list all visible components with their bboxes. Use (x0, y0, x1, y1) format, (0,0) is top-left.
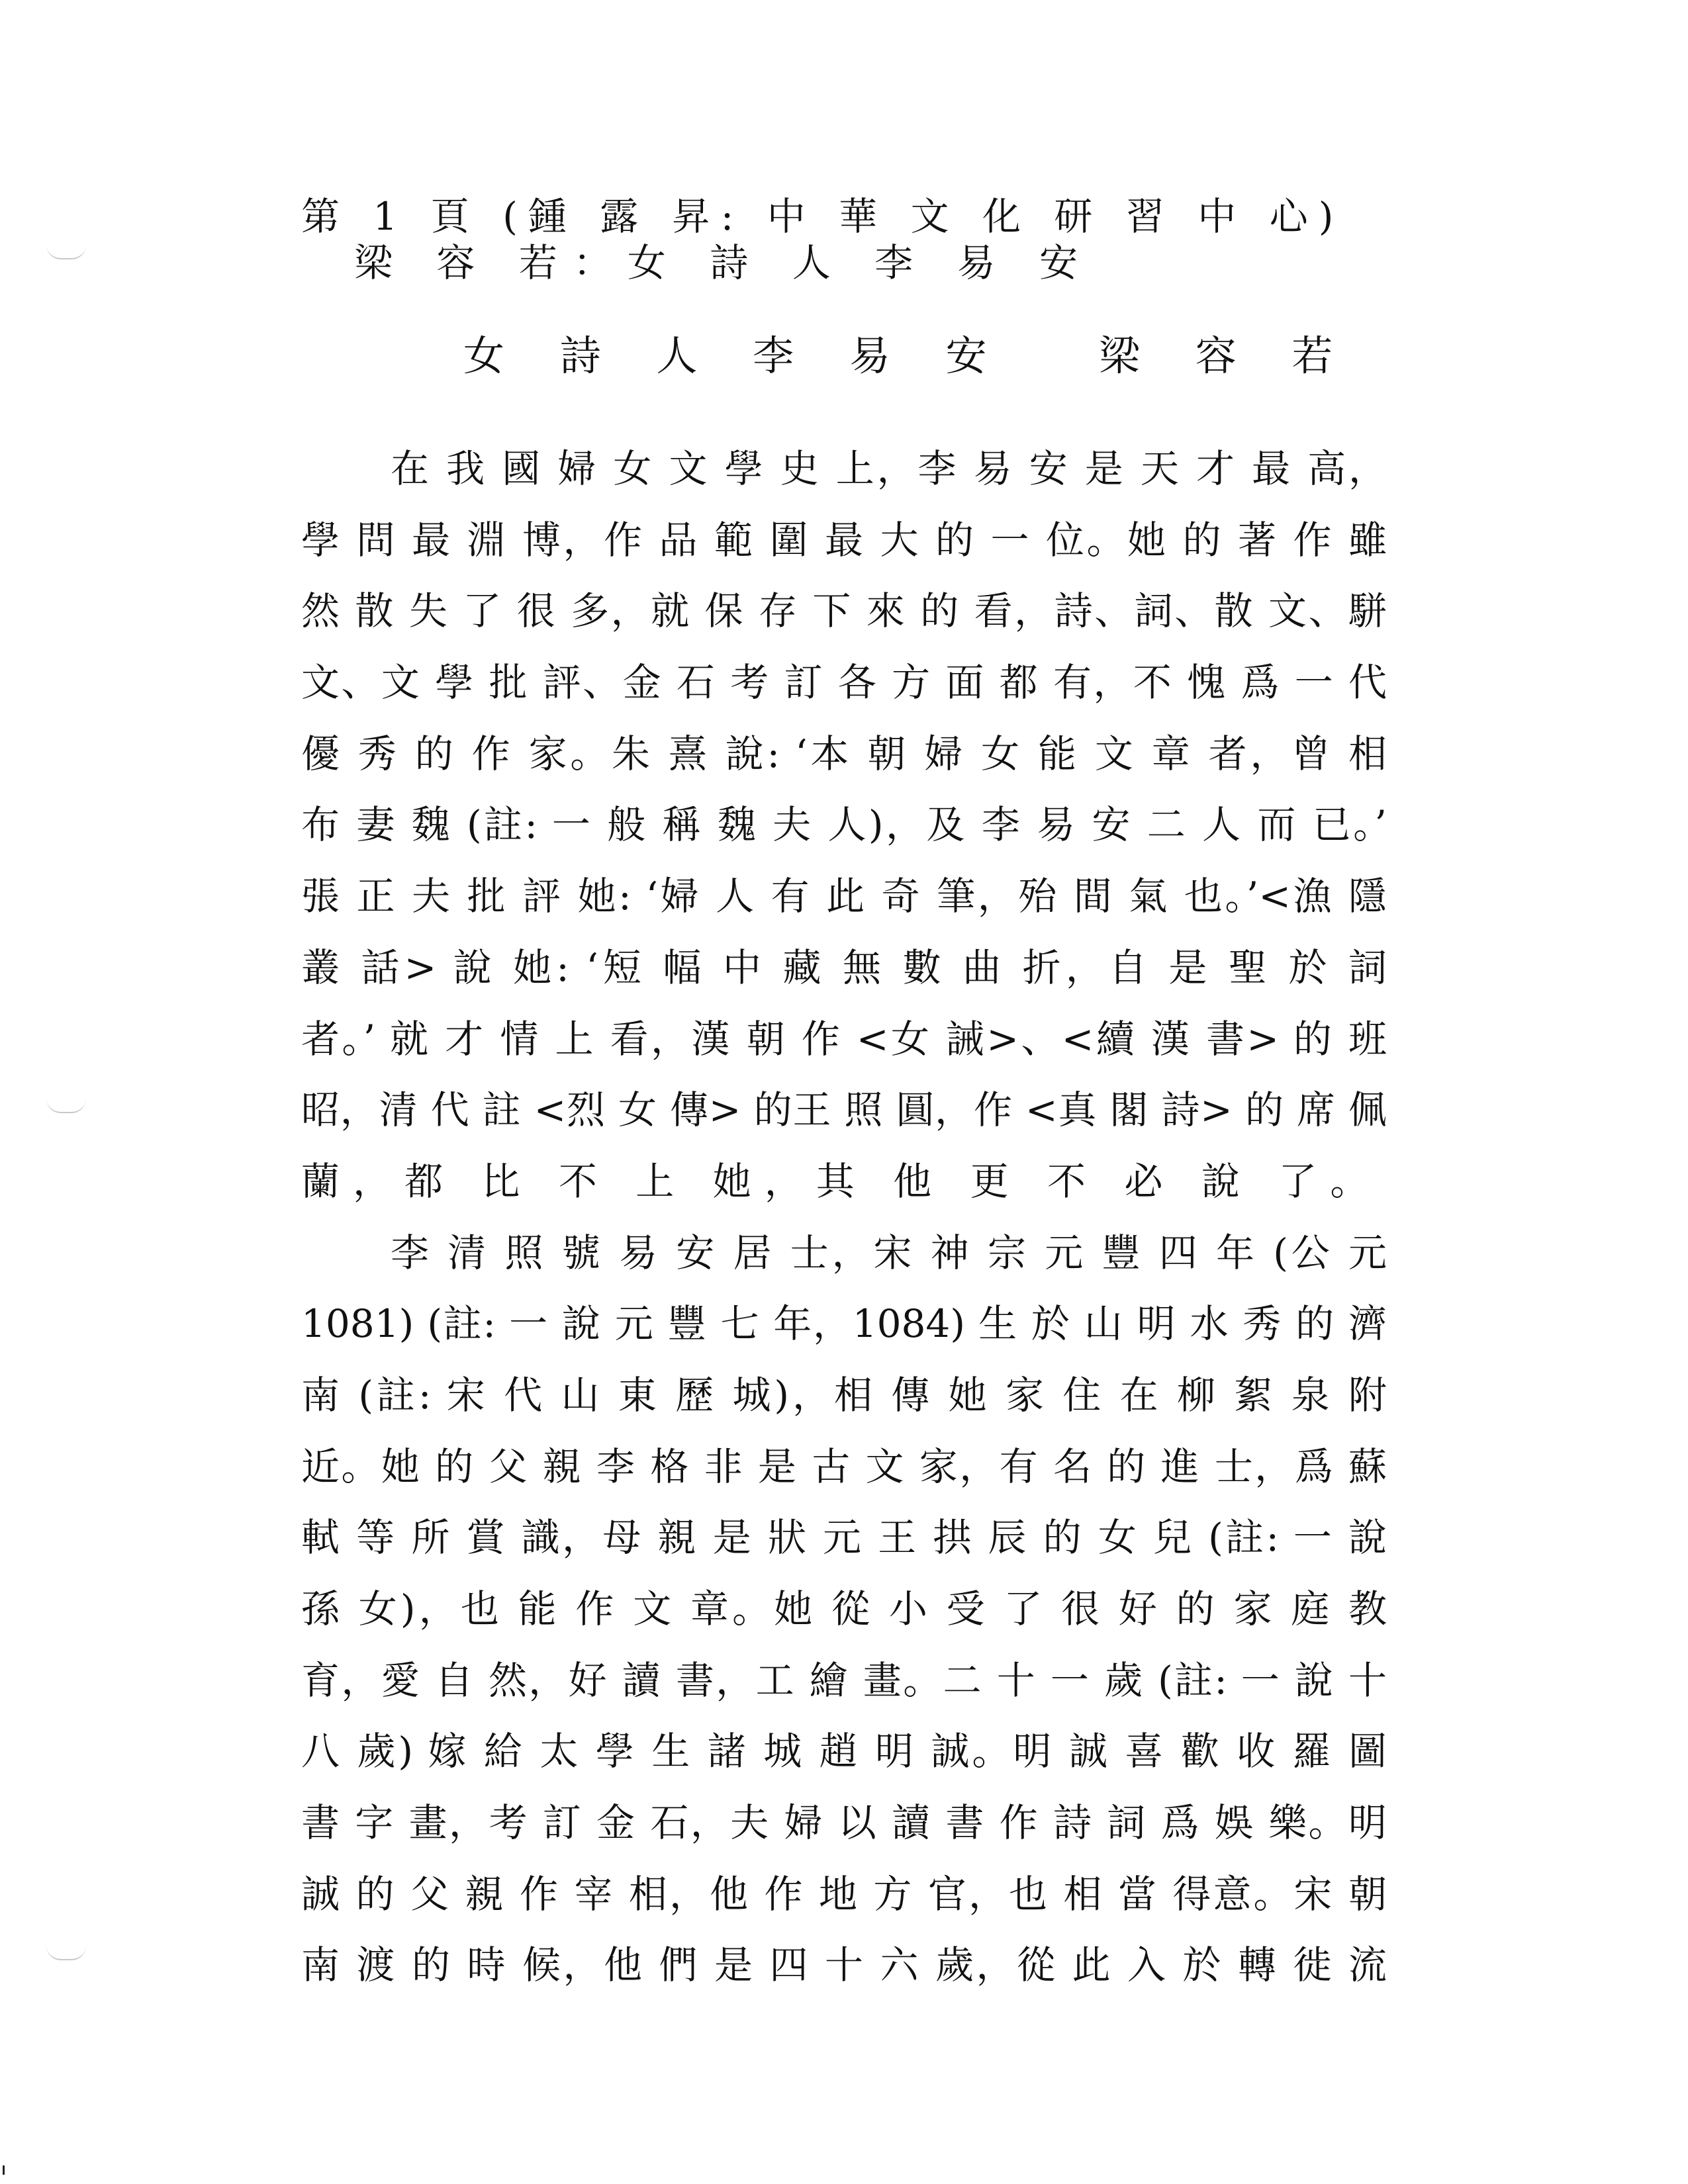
body-text (301, 433, 1387, 2001)
body-line: 在 我 國 婦 女 文 學 史 上，李 易 安 是 天 才 最 高， (391, 446, 1387, 491)
body-line: 育，愛 自 然，好 讀 書，工 繪 畫。二 十 一 歲 (註: 一 說 十 (301, 1657, 1387, 1703)
punch-hole-mark (46, 245, 86, 259)
body-line: 李 清 照 號 易 安 居 士，宋 神 宗 元 豐 四 年 (公 元 (391, 1230, 1387, 1275)
body-line: 布 妻 魏 (註: 一 般 稱 魏 夫 人)，及 李 易 安 二 人 而 已。’ (301, 802, 1387, 848)
body-line: 張 正 夫 批 評 她: ‘婦 人 有 此 奇 筆，殆 間 氣 也。’<漁 隱 (301, 874, 1387, 919)
body-line: 學 問 最 淵 博，作 品 範 圍 最 大 的 一 位。她 的 著 作 雖 (301, 517, 1387, 563)
body-line: 南 (註: 宋 代 山 東 歷 城)，相 傳 她 家 住 在 柳 絮 泉 附 (301, 1372, 1387, 1418)
body-line: 誠 的 父 親 作 宰 相，他 作 地 方 官，也 相 當 得意。宋 朝 (301, 1871, 1387, 1917)
document-author: 梁 容 若 (1099, 332, 1354, 380)
body-line: 書 字 畫，考 訂 金 石，夫 婦 以 讀 書 作 詩 詞 爲 娛 樂。明 (301, 1800, 1387, 1846)
body-line: 者。’ 就 才 情 上 看，漢 朝 作 <女 誡>、<續 漢 書> 的 班 (301, 1016, 1387, 1062)
body-line: 然 散 失 了 很 多，就 保 存 下 來 的 看，詩、詞、散 文、駢 (301, 588, 1387, 634)
header-line-2: 梁 容 若：女 詩 人 李 易 安 (354, 240, 1094, 285)
body-line: 1081) (註: 一 說 元 豐 七 年，1084) 生 於 山 明 水 秀 的 濟 (301, 1301, 1387, 1347)
body-line: 近。她 的 父 親 李 格 非 是 古 文 家，有 名 的 進 士，爲 蘇 (301, 1443, 1387, 1489)
punch-hole-mark (46, 1099, 86, 1113)
punch-hole-mark (46, 1946, 86, 1960)
body-line: 軾 等 所 賞 識，母 親 是 狀 元 王 拱 辰 的 女 兒 (註: 一 說 (301, 1515, 1387, 1561)
body-line: 優 秀 的 作 家。朱 熹 說: ‘本 朝 婦 女 能 文 章 者，曾 相 (301, 731, 1387, 776)
body-line: 文、文 學 批 評、金 石 考 訂 各 方 面 都 有，不 愧 爲 一 代 (301, 660, 1387, 705)
body-line: 蘭，都 比 不 上 她，其 他 更 不 必 說 了。 (301, 1158, 1382, 1204)
body-line: 叢 話> 說 她: ‘短 幅 中 藏 無 數 曲 折，自 是 聖 於 詞 (301, 944, 1387, 990)
document-title: 女 詩 人 李 易 安 (463, 332, 1008, 380)
body-line: 昭，清 代 註 <烈 女 傳> 的王 照 圓，作 <真 閣 詩> 的 席 佩 (301, 1087, 1387, 1133)
scan-mark (3, 2165, 5, 2175)
body-line: 八 歲) 嫁 給 太 學 生 諸 城 趙 明 誠。明 誠 喜 歡 收 羅 圖 (301, 1729, 1387, 1774)
header-line-1: 第 1 頁 (鍾 露 昇: 中 華 文 化 研 習 中 心) (301, 194, 1344, 239)
body-line: 南 渡 的 時 候，他 們 是 四 十 六 歲，從 此 入 於 轉 徙 流 (301, 1942, 1387, 1988)
body-line: 孫 女)，也 能 作 文 章。她 從 小 受 了 很 好 的 家 庭 教 (301, 1586, 1387, 1631)
